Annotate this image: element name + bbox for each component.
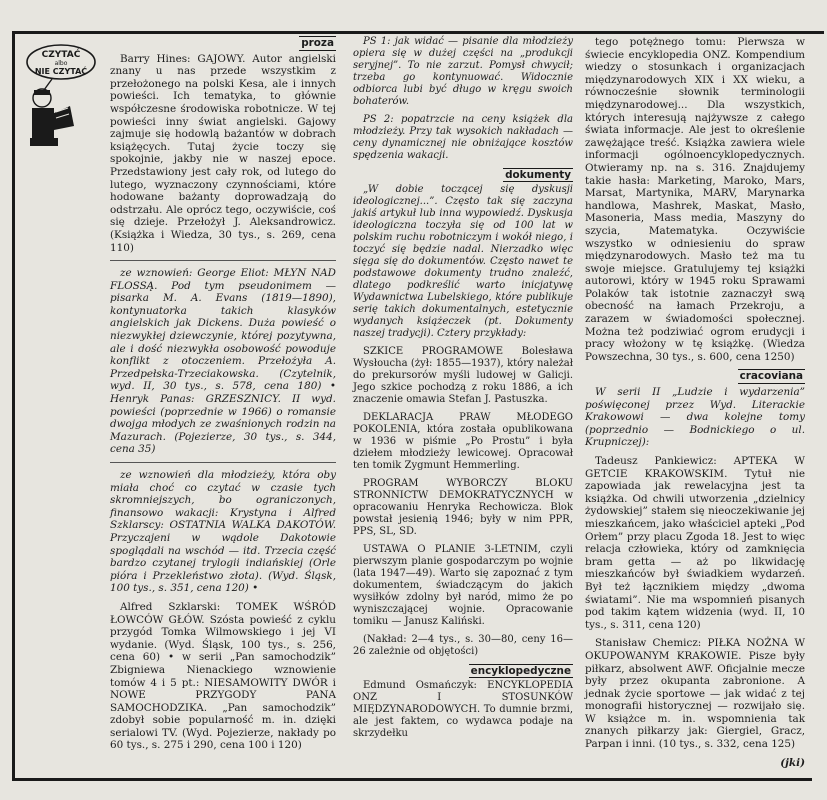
review-tomek: Alfred Szklarski: TOMEK WŚRÓD ŁOWCÓW GŁÓW. Szósta powieść z cyklu przygód Tomka Wilmowskiego i jej VI wydanie. (Wyd. Śląsk, 100 tys., s. 256, cena 60) • w serii „Pan samochodzik” Zbigniewa Nienackiego wznowienie tomów 4 i 5 pt.: NIESAMOWITY DWÓR i NOWE PRZYGODY PANA SAMOCHODZIKA. „Pan samochodzik” zdobył sobie popularność m. in. dzięki serialowi TV. (Wyd. Pojezierze, nakłady po 60 tys., s. 275 i 290, cena 100 i 120) xyxy=(110,600,336,752)
review-encyklopedia-cont: tego potężnego tomu: Pierwsza w świecie encyklopedia ONZ. Kompendium wiedzy o stosunkach i organizacjach międzynarodowych XIX i XX wieku, a równocześnie słownik terminologii międzynarodowej... Dla wszystkich, których interesują najżywsze z całego świata informacje. Ale jest to określenie zawężające treść. Książka zawiera wiele informacji ogólnoencyklopedycznych. Otwieramy np. na s. 316. Znajdujemy takie hasła: Marketing, Maroko, Mars, Marsat, Martynika, MARV, Marynarka handlowa, Mashrek, Maskat, Masło, Masoneria, Mass media, Maszyny do szycia, Matematyka. Oczywiście wszystko w odniesieniu do spraw międzynarodowych. Masło też ma tu swoje miejsce. Gratulujemy tej książki autorowi, który w 1945 roku Sprawami Polaków tak istotnie zaznaczył swą obecność na łamach Przekroju, a zarazem w świadomości społecznej. Można też podziwiać ogrom erudycji i pracy włożony w tę książkę. (Wiedza Powszechna, 30 tys., s. 600, cena 1250) xyxy=(585,36,805,363)
logo-line1: CZYTAĆ xyxy=(41,50,81,60)
separator xyxy=(110,462,336,463)
rubric-dokumenty: dokumenty xyxy=(505,169,571,181)
doc-naklad: (Nakład: 2—4 tys., s. 30—80, ceny 16—26 zależnie od objętości) xyxy=(353,634,573,657)
review-apteka: Tadeusz Pankiewicz: APTEKA W GETCIE KRAKOWSKIM. Tytuł nie zapowiada jak rewelacyjna jest ta książka. Od chwili utworzenia „dzielnicy żydowskiej” stałem się nieoczekiwanie jej mieszkańcem, jako właściciel apteki „Pod Orłem” przy placu Zgoda 18. Jest to więc relacja człowieka, który od zamknięcia bram getta — aż po likwidację mieszkańców był świadkiem wydarzeń. Był też łącznikiem między „dwoma światami”. Nie ma wspomnień pisanych pod takim kątem widzenia (wyd. II, 10 tys., s. 311, cena 120) xyxy=(585,455,805,631)
column-documents xyxy=(353,36,573,746)
logo-line3: NIE CZYTAĆ xyxy=(34,67,88,76)
column-prose xyxy=(110,36,336,758)
separator xyxy=(110,260,336,261)
rubric-proza: proza xyxy=(301,37,334,49)
doc-ustawa: USTAWA O PLANIE 3-LETNIM, czyli pierwszym planie gospodarczym po wojnie (lata 1947—49). Warto się zapoznać z tym dokumentem, świadczącym do jakich wysiłków zdolny był naród, mimo że po wyniszczającej wojnie. Opracowanie tomiku — Janusz Kaliński. xyxy=(353,544,573,627)
postscript-2: PS 2: popatrzcie na ceny książek dla młodzieży. Przy tak wysokich nakładach — ceny dynamicznej nie obniżające kosztów spędzenia wakacji. xyxy=(353,114,573,161)
logo-line2: albo xyxy=(54,60,68,67)
review-mlyn-nad-flossa: ze wznowień: George Eliot: MŁYN NAD FLOSSĄ. Pod tym pseudonimem — pisarka M. A. Evans (1819—1890), kontynuatorka takich klasyków angielskich jak Dickens. Duża powieść o niezwykłej dziewczynie, której pozytywna, ale i dość niezwykła osobowość powoduje konflikt z otoczeniem. Przełożyła A. Przedpełska-Trzeciakowska. (Czytelnik, wyd. II, 30 tys., s. 578, cena 180) • Henryk Panas: GRZESZNICY. II wyd. powieści (poprzednie w 1966) o romansie dwojga młodych ze zwaśnionych rodzin na Mazurach. (Pojezierze, 30 tys., s. 344, cena 35) xyxy=(110,267,336,456)
column-logo-icon xyxy=(22,42,100,150)
postscript-1: PS 1: jak widać — pisanie dla młodzieży opiera się w dużej części na „produkcji seryjnej”. To nie zarzut. Pomysł chwycił; trzeba go kontynuować. Widocznie odbiorca lubi być długo w kręgu swoich bohaterów. xyxy=(353,36,573,107)
review-encyklopedia: Edmund Osmańczyk: ENCYKLOPEDIA ONZ I STOSUNKÓW MIĘDZYNARODOWYCH. To dumnie brzmi, ale jest faktem, co wydawca podaje na skrzydełku xyxy=(353,680,573,739)
documents-intro: „W dobie toczącej się dyskusji ideologicznej...”. Często tak się zaczyna jakiś artykuł lub inna wypowiedź. Dyskusja ideologiczna toczyła się od 100 lat w polskim ruchu robotniczym i wokół niego, i toczyć się będzie nadal. Nierzadko więc sięga się do dokumentów. Często nawet te podstawowe dokumenty trudno znaleźć, dlatego podkreślić warto inicjatywę Wydawnictwa Lubelskiego, które publikuje serię takich dokumentalnych, estetycznie wydanych książeczek (pt. Dokumenty naszej tradycji). Cztery przykłady: xyxy=(353,184,573,339)
doc-deklaracja: DEKLARACJA PRAW MŁODEGO POKOLENIA, która została opublikowana w 1936 w piśmie „Po Prostu” i była dziełem młodzieży lewicowej. Opracował ten tomik Zygmunt Hemmerling. xyxy=(353,412,573,471)
rubric-cracoviana: cracoviana xyxy=(739,370,803,383)
frame-left-rule xyxy=(12,31,15,781)
review-pilka-nozna: Stanisław Chemicz: PIŁKA NOŻNA W OKUPOWANYM KRAKOWIE. Pisze były piłkarz, absolwent AWF. Oficjalnie mecze były przez okupanta zabronione. A jednak życie sportowe — jak widać z tej monografii historycznej — rozwijało się. W książce m. in. wspomnienia tak znanych piłkarzy jak: Giergiel, Gracz, Parpan i inni. (10 tys., s. 332, cena 125) xyxy=(585,637,805,751)
cracoviana-intro: W serii II „Ludzie i wydarzenia” poświęconej przez Wyd. Literackie Krakowowi — dwa kolejne tomy (poprzednio — Bodnickiego o ul. Krupniczej): xyxy=(585,386,805,449)
frame-bottom-rule xyxy=(12,778,812,781)
author-signature: (jki) xyxy=(780,756,805,769)
review-ostatnia-walka: ze wznowień dla młodzieży, która oby miała choć co czytać w czasie tych skromniejszych, bo ograniczonych, finansowo wakacji: Krystyna i Alfred Szklarscy: OSTATNIA WALKA DAKOTÓW. Przyczajeni w wądole Dakotowie spoglądali na wschód — itd. Trzecia część bardzo czytanej trylogii indiańskiej (Orle pióra i Przekleństwo złota). (Wyd. Śląsk, 100 tys., s. 351, cena 120) • xyxy=(110,469,336,595)
column-cracoviana xyxy=(585,36,805,769)
doc-szkice: SZKICE PROGRAMOWE Bolesława Wysłoucha (żył: 1855—1937), który należał do prekursorów myśli ludowej w Galicji. Jego szkice pochodzą z roku 1886, a ich znaczenie omawia Stefan J. Pastuszka. xyxy=(353,346,573,405)
doc-program: PROGRAM WYBORCZY BLOKU STRONNICTW DEMOKRATYCZNYCH w opracowaniu Henryka Rechowicza. Blok powstał jesienią 1946; były w nim PPR, PPS, SL, SD. xyxy=(353,478,573,537)
rubric-encyklopedyczne: encyklopedyczne xyxy=(470,665,571,677)
frame-top-rule xyxy=(12,31,824,34)
review-gajowy: Barry Hines: GAJOWY. Autor angielski znany u nas przede wszystkim z przełożonego na polski Kesa, ale i innych powieści. Ich tematyka, to głównie współczesne środowiska robotnicze. W tej powieści inny świat angielski. Gajowy zajmuje się hodowlą bażantów w dobrach książęcych. Tutaj życie toczy się spokojnie, jakby nie w naszej epoce. Przedstawiony jest cały rok, od lutego do lutego, wyznaczony czynnościami, które hodowane bażanty doprowadzają do odstrzału. Ale oprócz tego, oczywiście, coś się dzieje. Przełożył J. Aleksandrowicz. (Książka i Wiedza, 30 tys., s. 269, cena 110) xyxy=(110,52,336,254)
